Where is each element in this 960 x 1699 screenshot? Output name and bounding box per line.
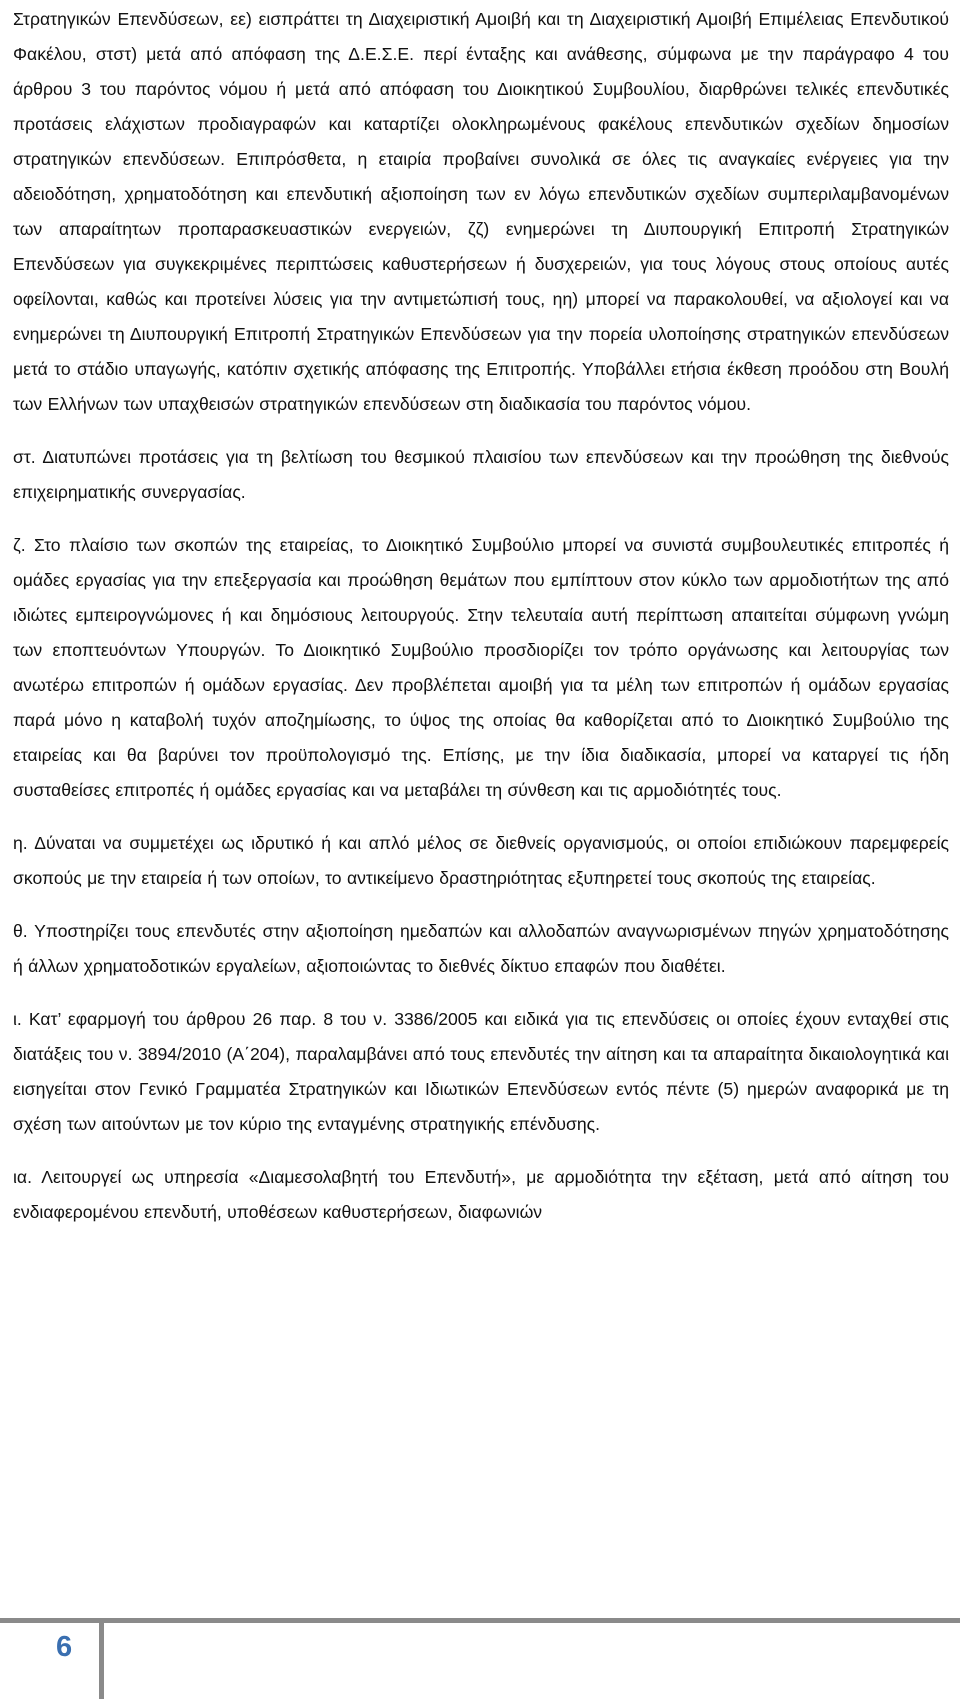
footer-divider xyxy=(0,1618,960,1623)
paragraph-st: στ. Διατυπώνει προτάσεις για τη βελτίωση του θεσμικού πλαισίου των επενδύσεων και την προώθηση της διεθνούς επιχειρηματικής συνεργασίας. xyxy=(13,447,949,502)
paragraph-z: ζ. Στο πλαίσιο των σκοπών της εταιρείας, το Διοικητικό Συμβούλιο μπορεί να συνιστά συμβουλευτικές επιτροπές ή ομάδες εργασίας για την επεξεργασία και προώθηση θεμάτων που εμπίπτουν στον κύκλο των αρμοδιοτήτων της από ιδιώτες εμπειρογνώμονες ή και δημόσιους λειτουργούς. Στην τελευταία αυτή περίπτωση απαιτείται σύμφωνη γνώμη των εποπτευόντων Υπουργών. Το Διοικητικό Συμβούλιο προσδιορίζει τον τρόπο οργάνωσης και λειτουργίας των ανωτέρω επιτροπών ή ομάδων εργασίας. Δεν προβλέπεται αμοιβή για τα μέλη των επιτροπών ή ομάδων εργασίας παρά μόνο η καταβολή τυχόν αποζημίωσης, το ύψος της οποίας θα καθορίζεται από το Διοικητικό Συμβούλιο της εταιρείας και θα βαρύνει τον προϋπολογισμό της. Επίσης, με την ίδια διαδικασία, μπορεί να καταργεί τις ήδη συσταθείσες επιτροπές ή ομάδες εργασίας και να μεταβάλει τη σύνθεση και τις αρμοδιότητές τους. xyxy=(13,535,949,800)
footer-vertical-divider xyxy=(99,1618,104,1699)
page-body xyxy=(13,2,949,1230)
page-number: 6 xyxy=(56,1631,73,1663)
paragraph-th: θ. Υποστηρίζει τους επενδυτές στην αξιοποίηση ημεδαπών και αλλοδαπών αναγνωρισμένων πηγών χρηματοδότησης ή άλλων χρηματοδοτικών εργαλείων, αξιοποιώντας το διεθνές δίκτυο επαφών που διαθέτει. xyxy=(13,921,949,976)
paragraph-i: η. Δύναται να συμμετέχει ως ιδρυτικό ή και απλό μέλος σε διεθνείς οργανισμούς, οι οποίοι επιδιώκουν παρεμφερείς σκοπούς με την εταιρεία ή των οποίων, το αντικείμενο δραστηριότητας εξυπηρετεί τους σκοπούς της εταιρείας. xyxy=(13,833,949,888)
paragraph-iota: ι. Κατ’ εφαρμογή του άρθρου 26 παρ. 8 του ν. 3386/2005 και ειδικά για τις επενδύσεις οι οποίες έχουν ενταχθεί στις διατάξεις του ν. 3894/2010 (Α΄204), παραλαμβάνει από τους επενδυτές την αίτηση και τα απαραίτητα δικαιολογητικά και εισηγείται στον Γενικό Γραμματέα Στρατηγικών και Ιδιωτικών Επενδύσεων εντός πέντε (5) ημερών αναφορικά με τη σχέση των αιτούντων με τον κύριο της ενταγμένης στρατηγικής επένδυσης. xyxy=(13,1009,949,1134)
paragraph-ia: ια. Λειτουργεί ως υπηρεσία «Διαμεσολαβητή του Επενδυτή», με αρμοδιότητα την εξέταση, μετά από αίτηση του ενδιαφερομένου επενδυτή, υποθέσεων καθυστερήσεων, διαφωνιών xyxy=(13,1167,949,1222)
paragraph-continuation: Στρατηγικών Επενδύσεων, εε) εισπράττει τη Διαχειριστική Αμοιβή και τη Διαχειριστική Αμοιβή Επιμέλειας Επενδυτικού Φακέλου, στστ) μετά από απόφαση της Δ.Ε.Σ.Ε. περί ένταξης και ανάθεσης, σύμφωνα με την παράγραφο 4 του άρθρου 3 του παρόντος νόμου ή μετά από απόφαση του Διοικητικού Συμβουλίου, διαρθρώνει τελικές επενδυτικές προτάσεις ελάχιστων προδιαγραφών και καταρτίζει ολοκληρωμένους φακέλους επενδυτικών σχεδίων δημοσίων στρατηγικών επενδύσεων. Επιπρόσθετα, η εταιρία προβαίνει συνολικά σε όλες τις αναγκαίες ενέργειες για την αδειοδότηση, χρηματοδότηση και επενδυτική αξιοποίηση των εν λόγω επενδυτικών σχεδίων συμπεριλαμβανομένων των απαραίτητων προπαρασκευαστικών ενεργειών, ζζ) ενημερώνει τη Διυπουργική Επιτροπή Στρατηγικών Επενδύσεων για συγκεκριμένες περιπτώσεις καθυστερήσεων ή δυσχερειών, για τους λόγους στους οποίους αυτές οφείλονται, καθώς και προτείνει λύσεις για την αντιμετώπισή τους, ηη) μπορεί να παρακολουθεί, να αξιολογεί και να ενημερώνει τη Διυπουργική Επιτροπή Στρατηγικών Επενδύσεων για την πορεία υλοποίησης στρατηγικών επενδύσεων μετά το στάδιο υπαγωγής, κατόπιν σχετικής απόφασης της Επιτροπής. Υποβάλλει ετήσια έκθεση προόδου στη Βουλή των Ελλήνων των υπαχθεισών στρατηγικών επενδύσεων στη διαδικασία του παρόντος νόμου. xyxy=(13,9,949,414)
